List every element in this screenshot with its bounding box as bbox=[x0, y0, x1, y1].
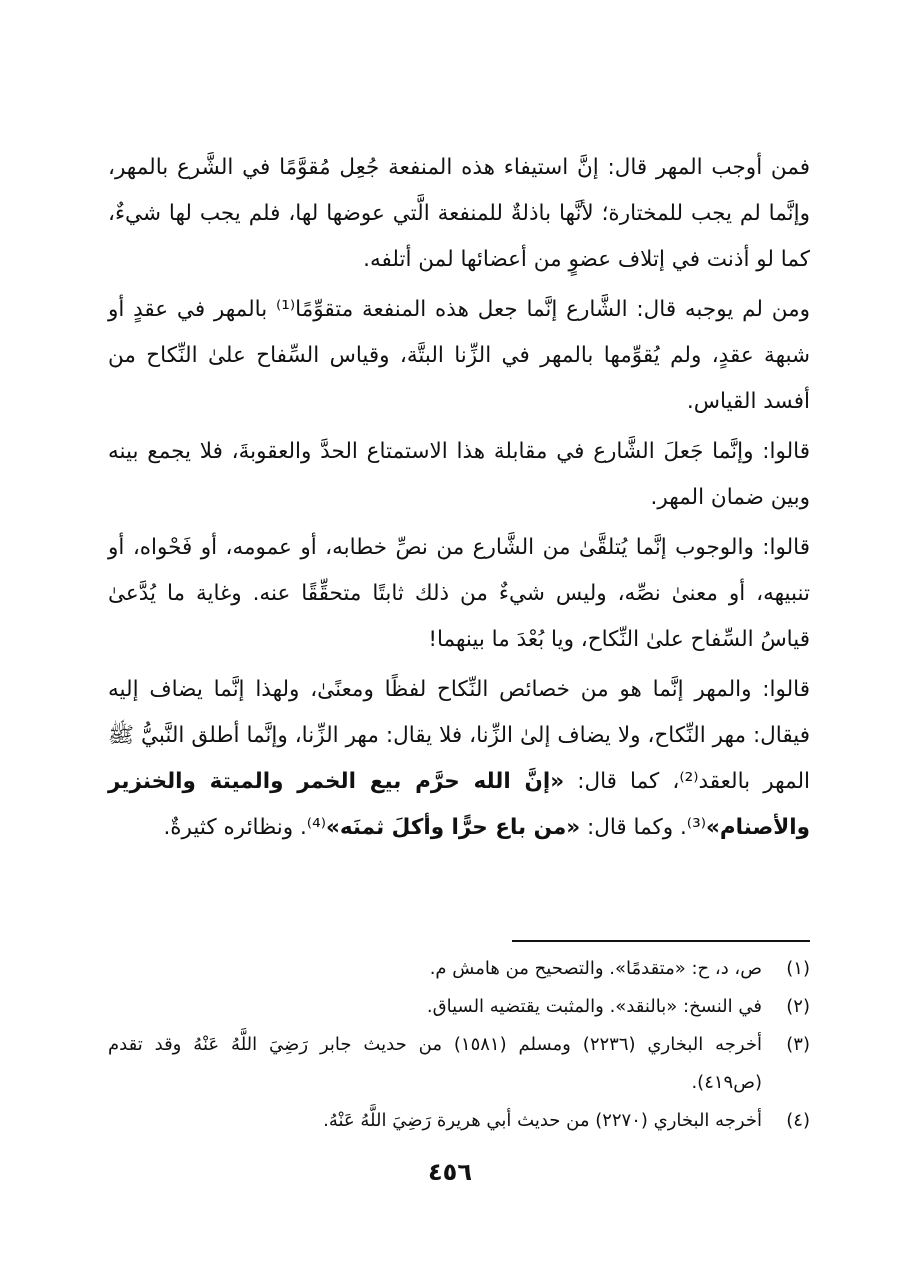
page-number: ٤٥٦ bbox=[428, 1158, 472, 1186]
paragraph: قالوا: وإنَّما جَعلَ الشَّارع في مقابلة هذا الاستمتاع الحدَّ والعقوبةَ، فلا يجمع بينه وبين ضمان المهر. bbox=[108, 439, 810, 510]
paragraph-text: ⁽⁴⁾. ونظائره كثيرةٌ. bbox=[163, 815, 326, 840]
footnote-text: ص، د، ح: «متقدمًا». والتصحيح من هامش م. bbox=[429, 958, 762, 979]
paragraph: فمن أوجب المهر قال: إنَّ استيفاء هذه المنفعة جُعِل مُقوَّمًا في الشَّرع بالمهر، وإنَّما لم يجب للمختارة؛ لأنَّها باذلةٌ للمنفعة الَّتي عوضها لها، فلم يجب لها شيءٌ، كما لو أذنت في إتلاف عضوٍ من أعضائها لمن أتلفه. bbox=[108, 155, 810, 272]
footnote-text: أخرجه البخاري (٢٢٣٦) ومسلم (١٥٨١) من حديث جابر رَضِيَ اللَّهُ عَنْهُ وقد تقدم (ص٤١٩). bbox=[108, 1034, 762, 1093]
paragraph-text: قالوا: والمهر إنَّما هو من خصائص النِّكاح لفظًا ومعنًىٰ، ولهذا إنَّما يضاف إليه فيقال: مهر النِّكاح، ولا يضاف إلىٰ الزِّنا، فلا يقال: مهر الزِّنا، وإنَّما أطلق النَّبيُّ ﷺ المهر بالعقد⁽²⁾، كما قال: bbox=[108, 677, 810, 794]
paragraph: ومن لم يوجبه قال: الشَّارع إنَّما جعل هذه المنفعة متقوِّمًا⁽¹⁾ بالمهر في عقدٍ أو شبهة عقدٍ، ولم يُقوِّمها بالمهر في الزِّنا البتَّة، وقياس السِّفاح علىٰ النِّكاح من أفسد القياس. bbox=[108, 297, 811, 414]
footnote-number: (٢) bbox=[786, 996, 810, 1017]
footnote bbox=[108, 950, 810, 988]
footnote-text: في النسخ: «بالنقد». والمثبت يقتضيه السياق. bbox=[426, 996, 762, 1017]
paragraph: قالوا: والوجوب إنَّما يُتلقَّىٰ من الشَّارع من نصِّ خطابه، أو عمومه، أو فَحْواه، أو تنبيهه، أو معنىٰ نصِّه، وليس شيءٌ من ذلك ثابتًا متحقِّقًا عنه. وغاية ما يُدَّعىٰ قياسُ السِّفاح علىٰ النِّكاح، ويا بُعْدَ ما بينهما! bbox=[108, 535, 810, 652]
main-text bbox=[108, 145, 810, 855]
footnotes bbox=[108, 950, 810, 1140]
footnote bbox=[108, 988, 810, 1026]
hadith-quote: «إنَّ الله حرَّم بيع الخمر والميتة والخنزير والأصنام» bbox=[108, 769, 810, 840]
footnote-number: (١) bbox=[786, 958, 810, 979]
footnote-number: (٣) bbox=[786, 1034, 810, 1055]
footnote-number: (٤) bbox=[786, 1110, 810, 1131]
footnote bbox=[108, 1026, 810, 1102]
footnote-separator bbox=[512, 940, 810, 942]
paragraph-text: ⁽³⁾. وكما قال: bbox=[580, 815, 706, 840]
footnote bbox=[108, 1102, 810, 1140]
hadith-quote: «من باع حرًّا وأكلَ ثمنَه» bbox=[325, 815, 581, 840]
footnote-text: أخرجه البخاري (٢٢٧٠) من حديث أبي هريرة رَضِيَ اللَّهُ عَنْهُ. bbox=[323, 1110, 762, 1131]
paragraph bbox=[108, 667, 810, 851]
